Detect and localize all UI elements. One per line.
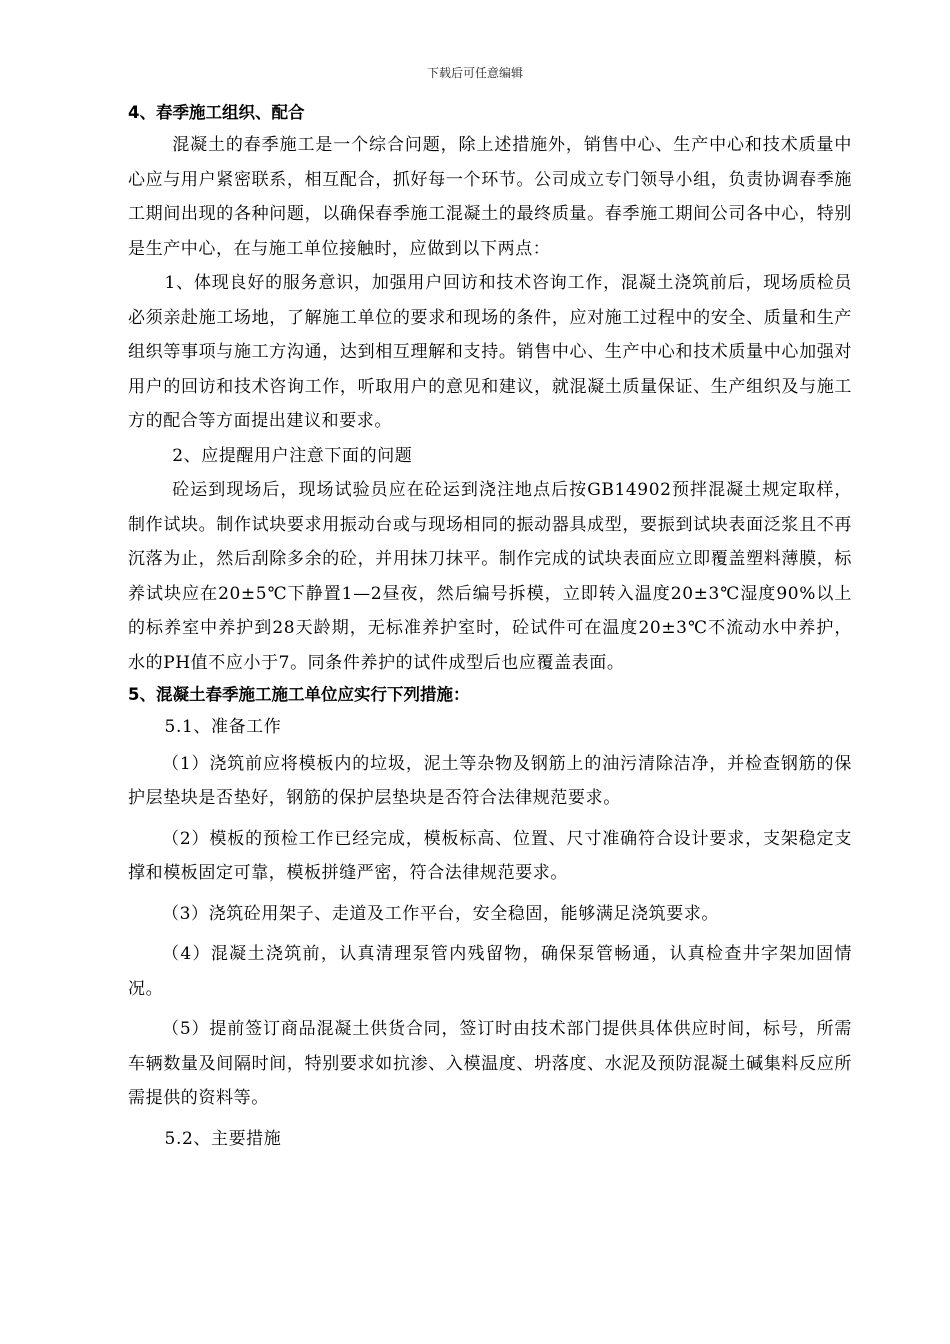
document-body [128, 98, 852, 1156]
list-item-2: （2）模板的预检工作已经完成，模板标高、位置、尺寸准确符合设计要求，支架稳定支撑和模板固定可靠，模板拼缝严密，符合法律规范要求。 [128, 828, 852, 883]
subsection-5-1-title: 5.1、准备工作 [164, 717, 282, 737]
list-item-1: （1）浇筑前应将模板内的垃圾，泥土等杂物及钢筋上的油污清除洁净，并检查钢筋的保护层垫块是否垫好，钢筋的保护层垫块是否符合法律规范要求。 [128, 753, 852, 808]
section-heading-4: 4、春季施工组织、配合 [128, 103, 305, 122]
subsection-5-2-title: 5.2、主要措施 [164, 1128, 282, 1149]
list-item-5: （5）提前签订商品混凝土供货合同，签订时由技术部门提供具体供应时间，标号，所需车辆数量及间隔时间，特别要求如抗渗、入模温度、坍落度、水泥及预防混凝土碱集料反应所需提供的资料等。 [128, 1019, 852, 1108]
paragraph-sampling: 砼运到现场后，现场试验员应在砼运到浇注地点后按GB14902预拌混凝土规定取样，制作试块。制作试块要求用振动台或与现场相同的振动器具成型，要振到试块表面泛浆且不再沉落为止，然后刮除多余的砼，并用抹刀抹平。制作完成的试块表面应立即覆盖塑料薄膜，标养试块应在20±5℃下静置1—2昼夜，然后编号拆模，立即转入温度20±3℃湿度90%以上的标养室中养护到28天龄期，无标准养护室时，砼试件可在温度20±3℃不流动水中养护，水的PH值不应小于7。同条件养护的试件成型后也应覆盖表面。 [128, 480, 852, 673]
paragraph-intro: 混凝土的春季施工是一个综合问题，除上述措施外，销售中心、生产中心和技术质量中心应与用户紧密联系，相互配合，抓好每一个环节。公司成立专门领导小组，负责协调春季施工期间出现的各种问题，以确保春季施工混凝土的最终质量。春季施工期间公司各中心，特别是生产中心，在与施工单位接触时，应做到以下两点： [128, 135, 852, 259]
list-item-3: （3）浇筑砼用架子、走道及工作平台，安全稳固，能够满足浇筑要求。 [162, 903, 720, 924]
page-header: 下载后可任意编辑 [426, 66, 523, 80]
paragraph-point-1: 1、体现良好的服务意识，加强用户回访和技术咨询工作，混凝土浇筑前后，现场质检员必须亲赴施工场地，了解施工单位的要求和现场的条件，应对施工过程中的安全、质量和生产组织等事项与施工方沟通，达到相互理解和支持。销售中心、生产中心和技术质量中心加强对用户的回访和技术咨询工作，听取用户的意见和建议，就混凝土质量保证、生产组织及与施工方的配合等方面提出建议和要求。 [128, 273, 852, 431]
paragraph-point-2-title: 2、应提醒用户注意下面的问题 [172, 445, 413, 466]
list-item-4: （4）混凝土浇筑前，认真清理泵管内残留物，确保泵管畅通，认真检查井字架加固情况。 [128, 944, 852, 999]
section-heading-5: 5、混凝土春季施工施工单位应实行下列措施： [128, 685, 470, 704]
